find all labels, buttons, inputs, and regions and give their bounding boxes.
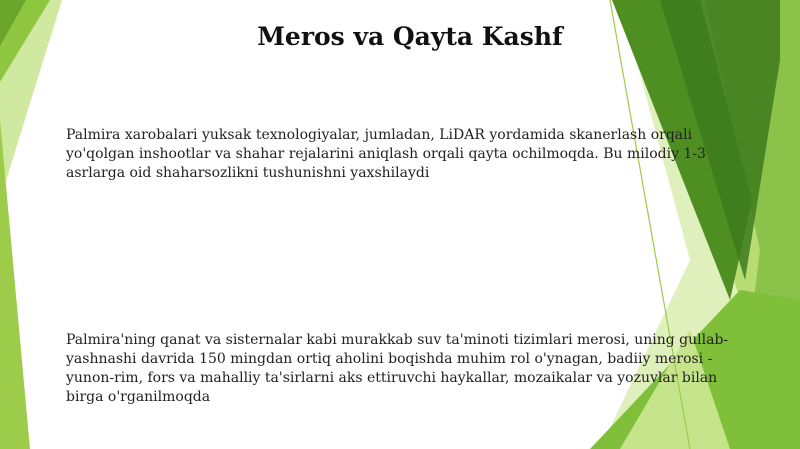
paragraph-heritage: Palmira'ning qanat va sisternalar kabi murakkab suv ta'minoti tizimlari merosi, uning gullab-yashnashi davrida 150 mingdan ortiq aholini boqishda muhim rol o'ynagan, badiiy merosi - yunon-rim, fors va mahalliy ta'sirlarni aks ettiruvchi haykallar, mozaikalar va yozuvlar bilan birga o'rganilmoqda	[66, 332, 729, 405]
left-wedge-lower	[0, 120, 30, 449]
paragraph-rediscovery: Palmira xarobalari yuksak texnologiyalar, jumladan, LiDAR yordamida skanerlash orqali yo'qolgan inshootlar va shahar rejalarini aniqlash orqali qayta ochilmoqda. Bu milodiy 1-3 asrlarga oid shaharsozlikni tushunishni yaxshilaydi	[66, 127, 706, 181]
slide-title: Meros va Qayta Kashf	[257, 22, 563, 51]
